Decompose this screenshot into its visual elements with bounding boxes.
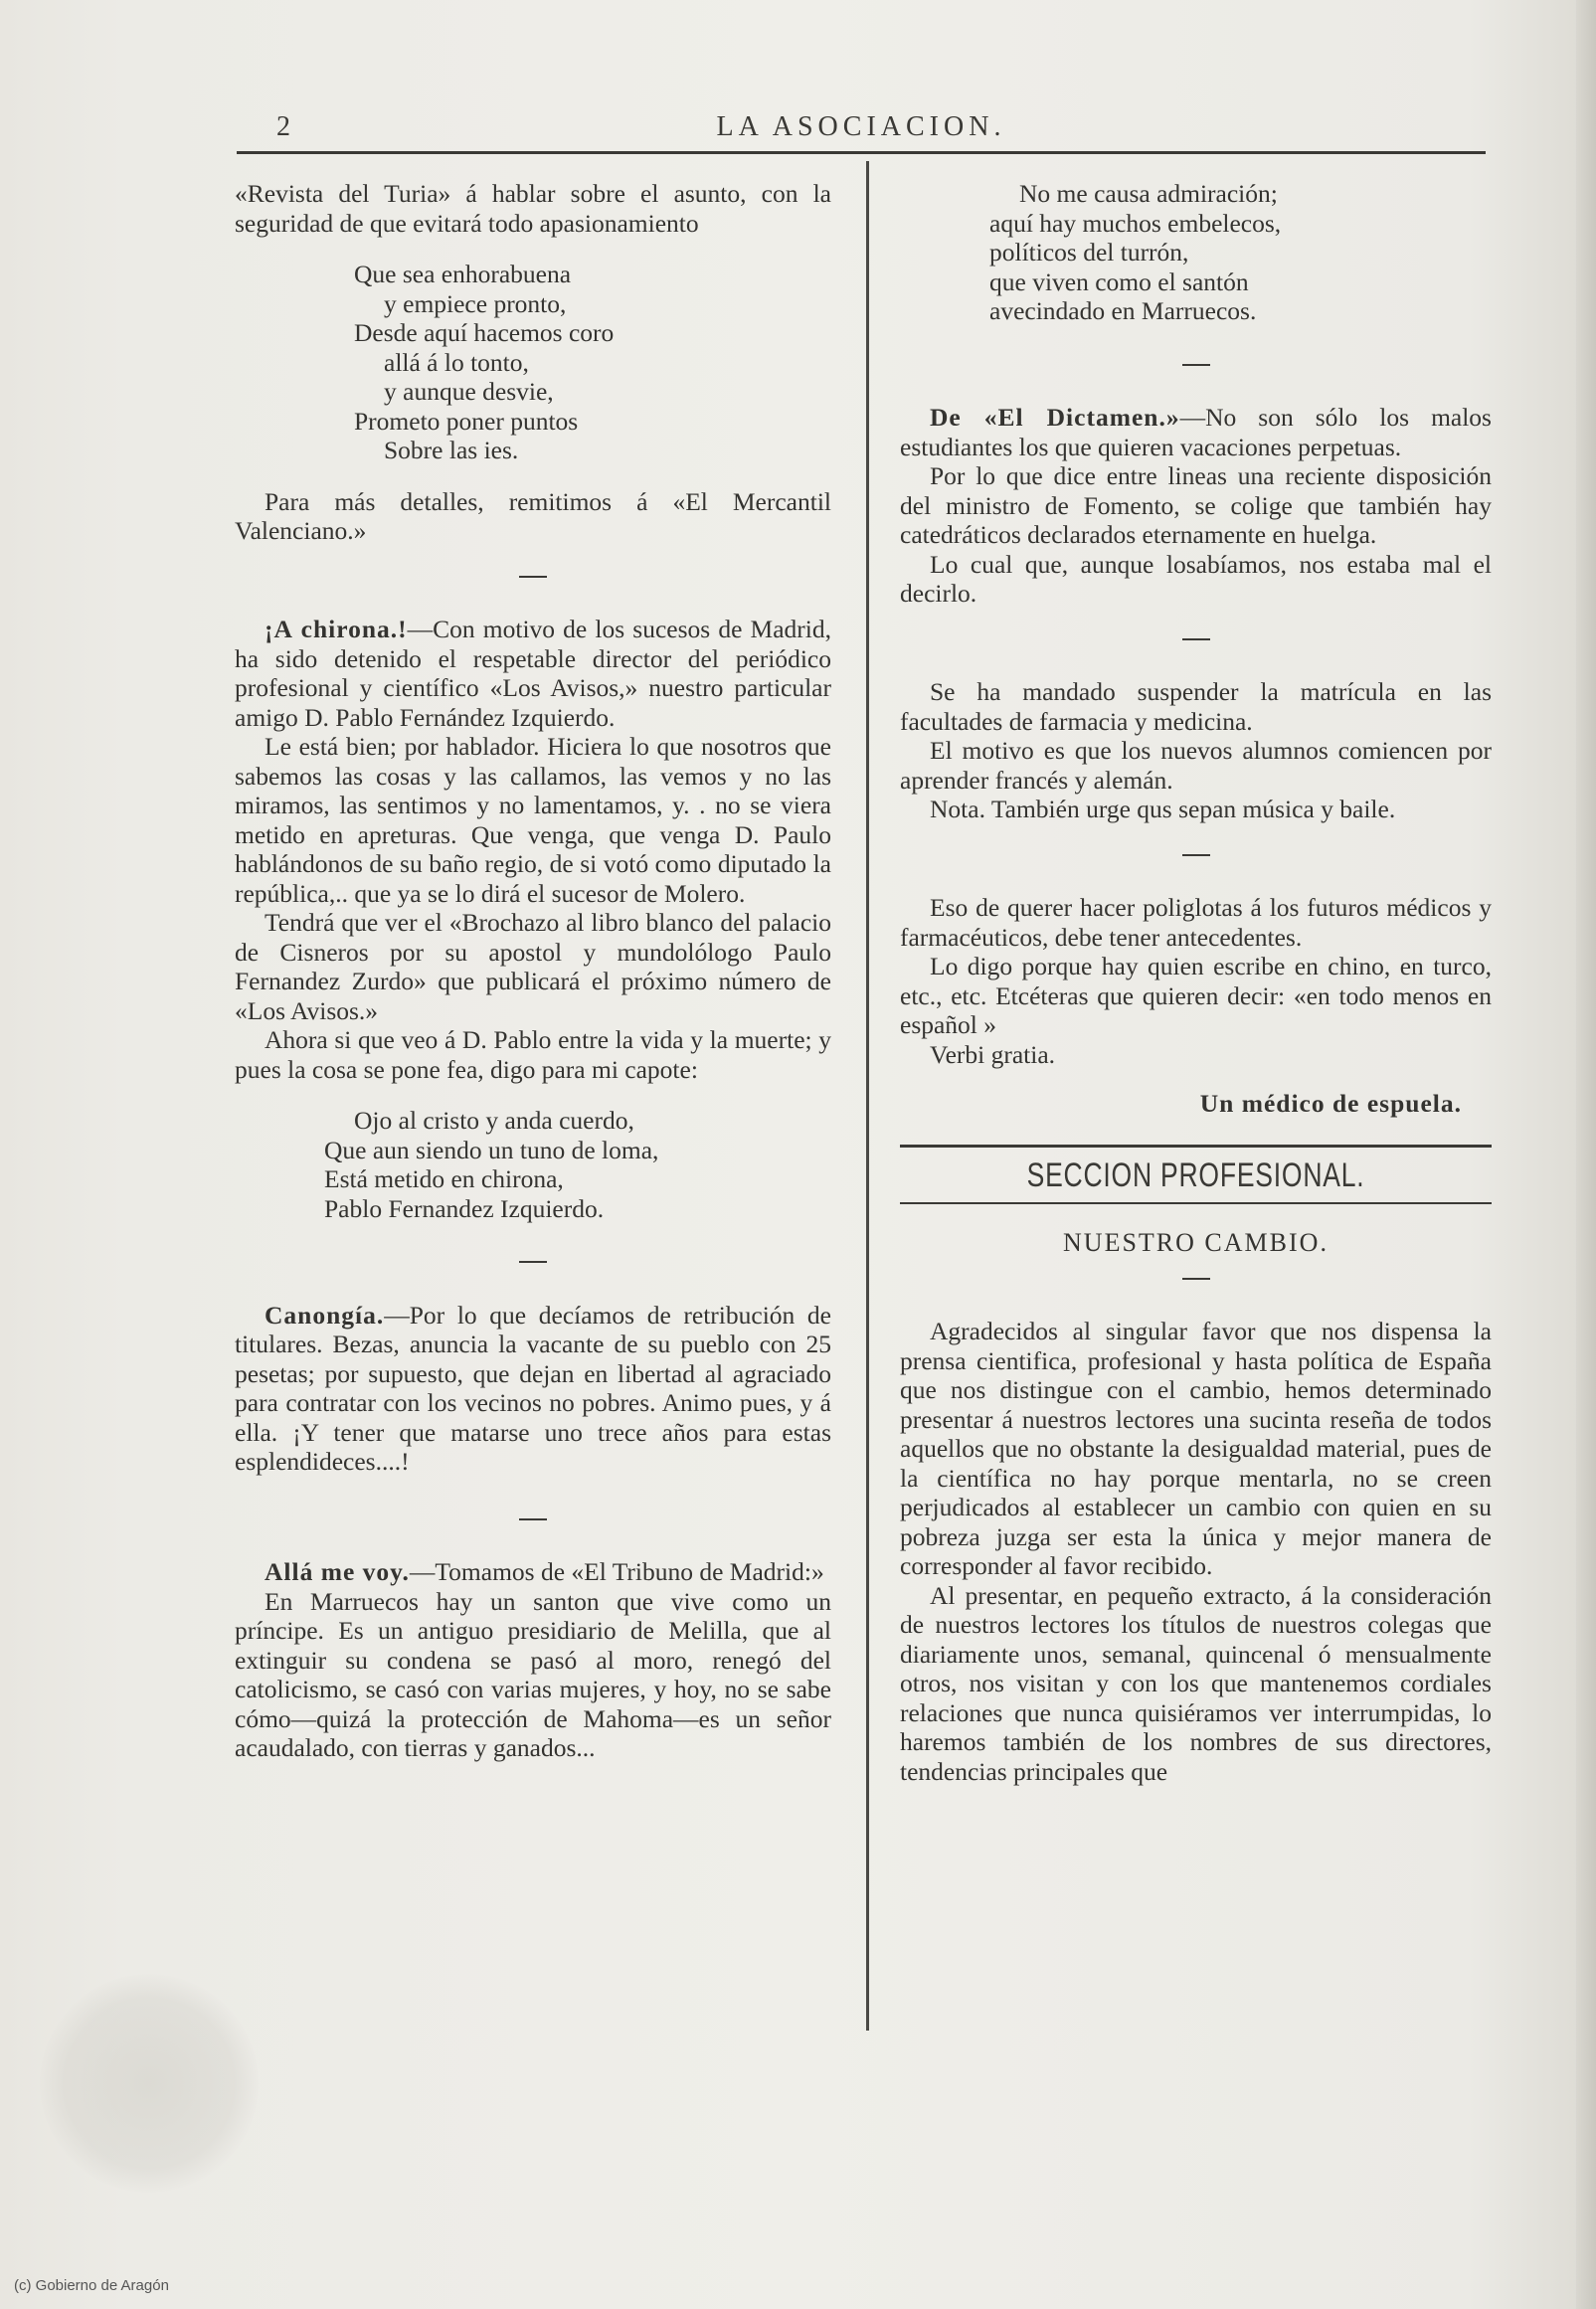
library-stamp	[40, 1974, 259, 2193]
verse-block	[354, 260, 831, 465]
right-column	[900, 179, 1492, 1786]
section-separator	[235, 1503, 831, 1532]
author-signature: Un médico de espuela.	[1199, 1089, 1462, 1118]
paragraph: Al presentar, en pequeño extracto, á la consideración de nuestros lectores los títulos de nuestros colegas que diariamente unos, semanal, quincenal ó mensualmente otros, nos visitan y con los que mantenemos cordiales relaciones que nunca quisiéramos ver interrumpidas, lo haremos también de los nombres de sus directores, tendencias principales que	[900, 1580, 1492, 1786]
verse-line: y aunque desvie,	[384, 377, 554, 406]
paragraph: El motivo es que los nuevos alumnos comiencen por aprender francés y alemán.	[900, 736, 1492, 795]
verse-line: avecindado en Marruecos.	[989, 296, 1257, 325]
verse-line: políticos del turrón,	[989, 238, 1189, 266]
paragraph: Tendrá que ver el «Brochazo al libro blanco del palacio de Cisneros por su apostol y mundolólogo Paulo Fernandez Zurdo» que publicará el próximo número de «Los Avisos.»	[235, 908, 831, 1025]
paragraph: Le está bien; por hablador. Hiciera lo que nosotros que sabemos las cosas y las callamos, las vemos y no las miramos, las sentimos y no lamentamos, y. . no se viera metido en apreturas. Que venga, que venga D. Paulo hablándonos de su baño regio, de si votó como diputado la república,.. que ya se lo dirá el sucesor de Molero.	[235, 732, 831, 908]
verse-line: allá á lo tonto,	[384, 347, 529, 377]
article-lead: Allá me voy.	[265, 1557, 410, 1586]
verse-line: aquí hay muchos embelecos,	[989, 208, 1282, 238]
paragraph: Agradecidos al singular favor que nos dispensa la prensa cientifica, profesional y hasta política de España que nos distingue con el cambio, hemos determinado presentar á nuestros lectores una sucinta reseña de todos aquellos que no obstante la desigualdad material, pues de la científica no hay porque mentarla, no se creen perjudicados al establecer un cambio con quien en su pobreza juzga ser esta la única y mejor manera de corresponder al favor recibido.	[900, 1317, 1492, 1580]
paragraph: «Revista del Turia» á hablar sobre el asunto, con la seguridad de que evitará todo apasionamiento	[235, 179, 831, 238]
verse-block	[989, 179, 1492, 326]
paragraph: Eso de querer hacer poliglotas á los futuros médicos y farmacéuticos, debe tener antecedentes.	[900, 893, 1492, 952]
section-separator	[235, 560, 831, 590]
article-dictamen	[900, 403, 1492, 461]
copyright-notice: (c) Gobierno de Aragón	[14, 2277, 169, 2294]
paragraph: Para más detalles, remitimos á «El Mercantil Valenciano.»	[235, 486, 831, 545]
paragraph: Lo cual que, aunque losabíamos, nos estaba mal el decirlo.	[900, 549, 1492, 608]
paragraph: Ahora si que veo á D. Pablo entre la vida y la muerte; y pues la cosa se pone fea, digo para mi capote:	[235, 1025, 831, 1084]
left-column	[235, 179, 831, 1763]
article-lead: De «El Dictamen.»	[930, 403, 1180, 432]
paragraph: Lo digo porque hay quien escribe en chino, en turco, etc., etc. Etcéteras que quieren decir: «en todo menos en español »	[900, 952, 1492, 1039]
article-text: —No son sólo los malos estudiantes los que quieren vacaciones perpetuas.	[900, 403, 1492, 461]
page-edge	[1576, 0, 1596, 2309]
column-divider	[866, 161, 869, 2031]
verse-line: Pablo Fernandez Izquierdo.	[324, 1193, 605, 1223]
verse-line: Está metido en chirona,	[324, 1164, 564, 1193]
paragraph: En Marruecos hay un santon que vive como un príncipe. Es un antiguo presidiario de Melilla, que al extinguir su condena se pasó al moro, renegó del catolicismo, se casó con varias mujeres, y hoy, no se sabe cómo—quizá la protección de Mahoma—es un señor acaudalado, con tierras y ganados...	[235, 1586, 831, 1762]
page-header	[237, 107, 1486, 141]
verse-line: Sobre las ies.	[384, 436, 519, 464]
article-canongia	[235, 1301, 831, 1477]
section-rule-bottom	[900, 1202, 1492, 1204]
verse-line: Prometo poner puntos	[354, 406, 579, 436]
journal-title: LA ASOCIACION.	[716, 111, 1006, 142]
section-separator	[900, 1262, 1492, 1292]
verse-block	[324, 1106, 831, 1223]
article-lead: Canongía.	[265, 1300, 385, 1330]
page-number: 2	[276, 111, 290, 142]
article-alla-me-voy	[235, 1557, 831, 1587]
verse-line: Desde aquí hacemos coro	[354, 318, 615, 347]
verse-line: Que sea enhorabuena	[354, 260, 572, 288]
article-chirona	[235, 615, 831, 732]
header-rule	[237, 151, 1486, 154]
paragraph: Por lo que dice entre lineas una reciente disposición del ministro de Fomento, se colige que también hay catedráticos declarados eternamente en huelga.	[900, 461, 1492, 549]
verse-line: No me causa admiración;	[1019, 179, 1278, 208]
paragraph: Verbi gratia.	[930, 1039, 1056, 1069]
article-subtitle: NUESTRO CAMBIO.	[1063, 1228, 1329, 1257]
article-text: —Tomamos de «El Tribuno de Madrid:»	[409, 1557, 824, 1586]
section-separator	[900, 348, 1492, 378]
article-text: —Con motivo de los sucesos de Madrid, ha sido detenido el respetable director del periódico profesional y científico «Los Avisos,» nuestro particular amigo D. Pablo Fernández Izquierdo.	[235, 615, 831, 732]
verse-line: Que aun siendo un tuno de loma,	[324, 1135, 659, 1164]
article-text: —Por lo que decíamos de retribución de titulares. Bezas, anuncia la vacante de su pueblo con 25 pesetas; por supuesto, que dejan en libertad al agraciado para contratar con los vecinos no pobres. Animo pues, y á ella. ¡Y tener que matarse uno trece años para estas esplendideces....!	[235, 1300, 831, 1476]
section-title: SECCION PROFESIONAL.	[1026, 1155, 1365, 1194]
verse-line: Ojo al cristo y anda cuerdo,	[354, 1106, 634, 1135]
article-lead: ¡A chirona.!	[265, 615, 408, 643]
paragraph: Se ha mandado suspender la matrícula en las facultades de farmacia y medicina.	[900, 677, 1492, 736]
section-rule-top	[900, 1145, 1492, 1148]
section-separator	[900, 838, 1492, 868]
section-separator	[235, 1245, 831, 1275]
verse-line: y empiece pronto,	[384, 288, 567, 318]
verse-line: que viven como el santón	[989, 266, 1249, 296]
section-separator	[900, 622, 1492, 652]
paragraph: Nota. También urge qus sepan música y baile.	[930, 795, 1396, 823]
